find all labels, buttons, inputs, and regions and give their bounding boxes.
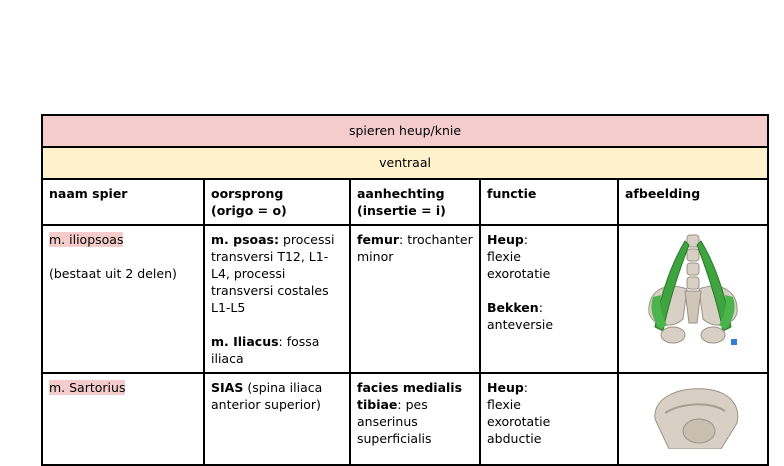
muscle-name-cell (42, 373, 204, 465)
insertion-cell: femur: trochanter minor (350, 225, 480, 373)
muscle-table (41, 114, 769, 466)
function-cell: Heup: flexie exorotatie abductie (480, 373, 618, 465)
section-row (42, 147, 768, 179)
origin-cell: SIAS (spina iliaca anterior superior) (204, 373, 350, 465)
muscle-name: m. iliopsoas (49, 232, 124, 247)
muscle-note: (bestaat uit 2 delen) (49, 266, 177, 281)
table-row (42, 373, 768, 465)
header-row (42, 179, 768, 225)
muscle-name-cell (42, 225, 204, 373)
image-cell (618, 373, 768, 465)
table-row (42, 225, 768, 373)
header-image: afbeelding (618, 179, 768, 225)
header-function: functie (480, 179, 618, 225)
header-origin: oorsprong (origo = o) (204, 179, 350, 225)
pelvis-iliopsoas-illustration-icon[interactable] (625, 231, 761, 353)
origin-cell: m. psoas: processi transversi T12, L1-L4, processi transversi costales L1-L5 m. Iliacus: fossa iliaca (204, 225, 350, 373)
section-title: ventraal (42, 147, 768, 179)
muscle-name: m. Sartorius (49, 380, 126, 395)
header-name: naam spier (42, 179, 204, 225)
hip-bone-illustration-icon[interactable] (625, 379, 761, 449)
insertion-cell: facies medialis tibiae: pes anserinus superficialis (350, 373, 480, 465)
image-cell (618, 225, 768, 373)
function-cell: Heup: flexie exorotatie Bekken: anteversie (480, 225, 618, 373)
table-title-row (42, 115, 768, 147)
header-insertion: aanhechting (insertie = i) (350, 179, 480, 225)
table-title: spieren heup/knie (42, 115, 768, 147)
